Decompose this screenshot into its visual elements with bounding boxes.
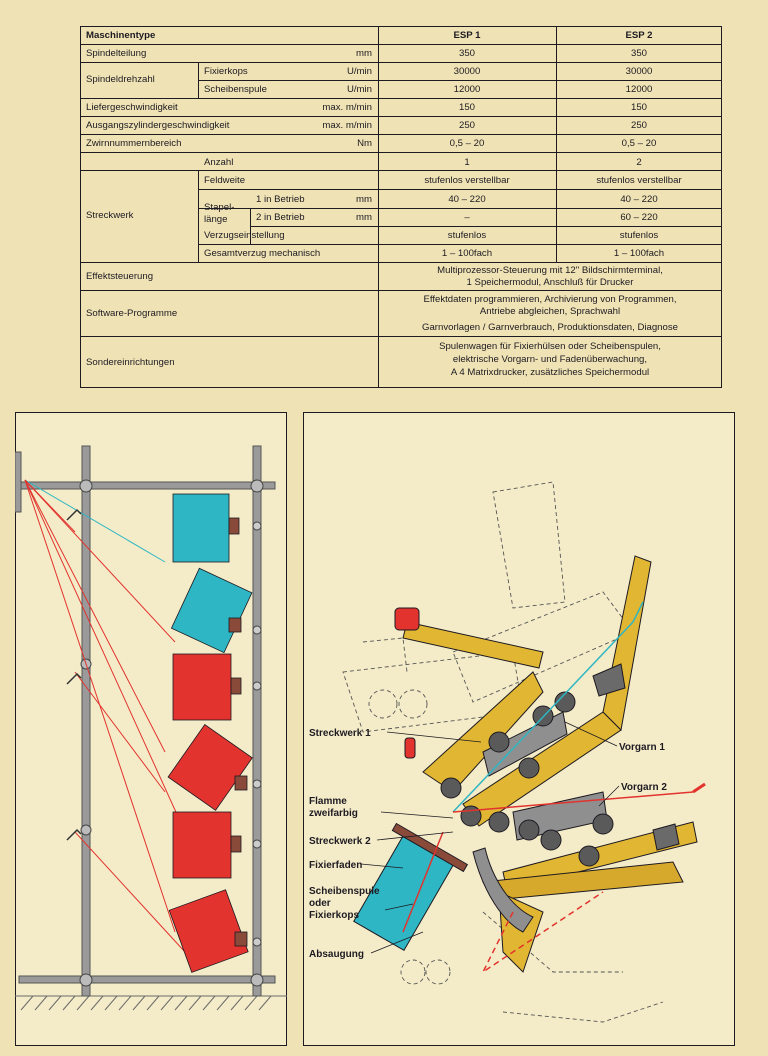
handle-red-2: [405, 738, 415, 758]
sub-label: Feldweite: [204, 175, 246, 186]
cell-esp1: 12000: [453, 84, 481, 95]
row-label: Streckwerk: [86, 210, 134, 221]
row-unit: Nm: [357, 138, 372, 149]
cell-esp1: stufenlos: [447, 230, 487, 241]
cell-esp2: 60 – 220: [620, 212, 658, 223]
cell-esp2: 250: [630, 120, 647, 131]
crossbar-bottom: [19, 976, 275, 983]
row-unit: U/min: [346, 66, 372, 77]
row-label: Software-Programme: [86, 308, 178, 319]
handle-red-1: [395, 608, 419, 630]
cell-esp1: –: [464, 212, 470, 223]
cell-esp1: 0,5 – 20: [449, 138, 485, 149]
bobbin-cyan-1: [173, 494, 229, 562]
row-unit: max. m/min: [322, 102, 372, 113]
sub-label: 2 in Betrieb: [256, 212, 305, 223]
cell-esp1: 40 – 220: [448, 194, 486, 205]
sub-label: Anzahl: [204, 157, 234, 168]
header-label: Maschinentype: [86, 30, 156, 41]
header-esp1: ESP 1: [453, 30, 481, 41]
bobbin-red-1: [173, 654, 231, 720]
drafting-unit-illustration: [303, 412, 735, 1046]
bobbin-rack-illustration: [15, 412, 287, 1046]
cell-esp1: stufenlos verstellbar: [424, 175, 510, 186]
row-label: Spindeldrehzahl: [86, 74, 155, 85]
row-unit: mm: [356, 212, 372, 223]
cell-merged: Antriebe abgleichen, Sprachwahl: [479, 306, 621, 317]
cell-esp2: 150: [630, 102, 647, 113]
cell-merged: Spulenwagen für Fixierhülsen oder Scheibenspulen,: [439, 341, 661, 352]
row-label: Zwirnnummernbereich: [86, 138, 182, 149]
cell-esp1: 250: [458, 120, 475, 131]
label-streckwerk-1: Streckwerk 1: [309, 728, 371, 739]
wall-bracket: [15, 452, 21, 512]
cell-esp1: 350: [458, 48, 475, 59]
cell-esp2: 1 – 100fach: [613, 248, 665, 259]
cell-esp2: 350: [630, 48, 647, 59]
spec-table: [80, 26, 722, 388]
cell-merged: 1 Speichermodul, Anschluß für Drucker: [466, 277, 634, 288]
sub-label: Scheibenspule: [204, 84, 267, 95]
label-fixierfaden: Fixierfaden: [309, 860, 363, 871]
crossbar-top: [19, 482, 275, 489]
sub-label: Fixierkops: [204, 66, 248, 77]
label-flamme: Flamme: [309, 796, 347, 807]
cell-esp2: 2: [636, 157, 642, 168]
label-absaugung: Absaugung: [309, 949, 364, 960]
cell-esp1: 150: [458, 102, 475, 113]
cell-esp1: 30000: [453, 66, 481, 77]
cell-esp2: 0,5 – 20: [621, 138, 657, 149]
sub-label: 1 in Betrieb: [256, 194, 305, 205]
cell-merged: Multiprozessor-Steuerung mit 12" Bildschirmterminal,: [437, 265, 663, 276]
bobbin-red-3: [173, 812, 231, 878]
label-zweifarbig: zweifarbig: [309, 808, 358, 819]
sub-label: Gesamtverzug mechanisch: [204, 248, 321, 259]
row-label: Sondereinrichtungen: [86, 357, 175, 368]
cell-esp2: stufenlos: [619, 230, 659, 241]
cell-esp2: 12000: [625, 84, 653, 95]
row-label: Liefergeschwindigkeit: [86, 102, 178, 113]
label-streckwerk-2: Streckwerk 2: [309, 836, 371, 847]
label-vorgarn-2: Vorgarn 2: [621, 782, 667, 793]
row-label: Spindelteilung: [86, 48, 147, 59]
cell-esp1: 1: [464, 157, 470, 168]
row-unit: max. m/min: [322, 120, 372, 131]
cell-merged: Garnvorlagen / Garnverbrauch, Produktionsdaten, Diagnose: [422, 322, 678, 333]
cell-esp2: 40 – 220: [620, 194, 658, 205]
sub-label: Verzugseinstellung: [204, 230, 285, 241]
upright-left: [82, 446, 90, 996]
header-esp2: ESP 2: [625, 30, 653, 41]
cell-merged: Effektdaten programmieren, Archivierung von Programmen,: [423, 294, 677, 305]
label-scheibenspule: Scheibenspule: [309, 886, 380, 897]
label-oder: oder: [309, 898, 331, 909]
row-unit: U/min: [346, 84, 372, 95]
row-unit: mm: [356, 48, 372, 59]
label-fixierkops: Fixierkops: [309, 910, 360, 921]
label-vorgarn-1: Vorgarn 1: [619, 742, 665, 753]
sub-label: länge: [204, 214, 228, 225]
row-label: Effektsteuerung: [86, 271, 154, 282]
sub-label: Stapel-: [204, 202, 235, 213]
cell-merged: A 4 Matrixdrucker, zusätzliches Speichermodul: [450, 367, 650, 378]
cell-esp2: 30000: [625, 66, 653, 77]
cell-esp2: stufenlos verstellbar: [596, 175, 682, 186]
row-label: Ausgangszylindergeschwindigkeit: [86, 120, 230, 131]
cell-merged: elektrische Vorgarn- und Fadenüberwachung,: [452, 354, 648, 365]
cell-esp1: 1 – 100fach: [441, 248, 493, 259]
row-unit: mm: [356, 194, 372, 205]
